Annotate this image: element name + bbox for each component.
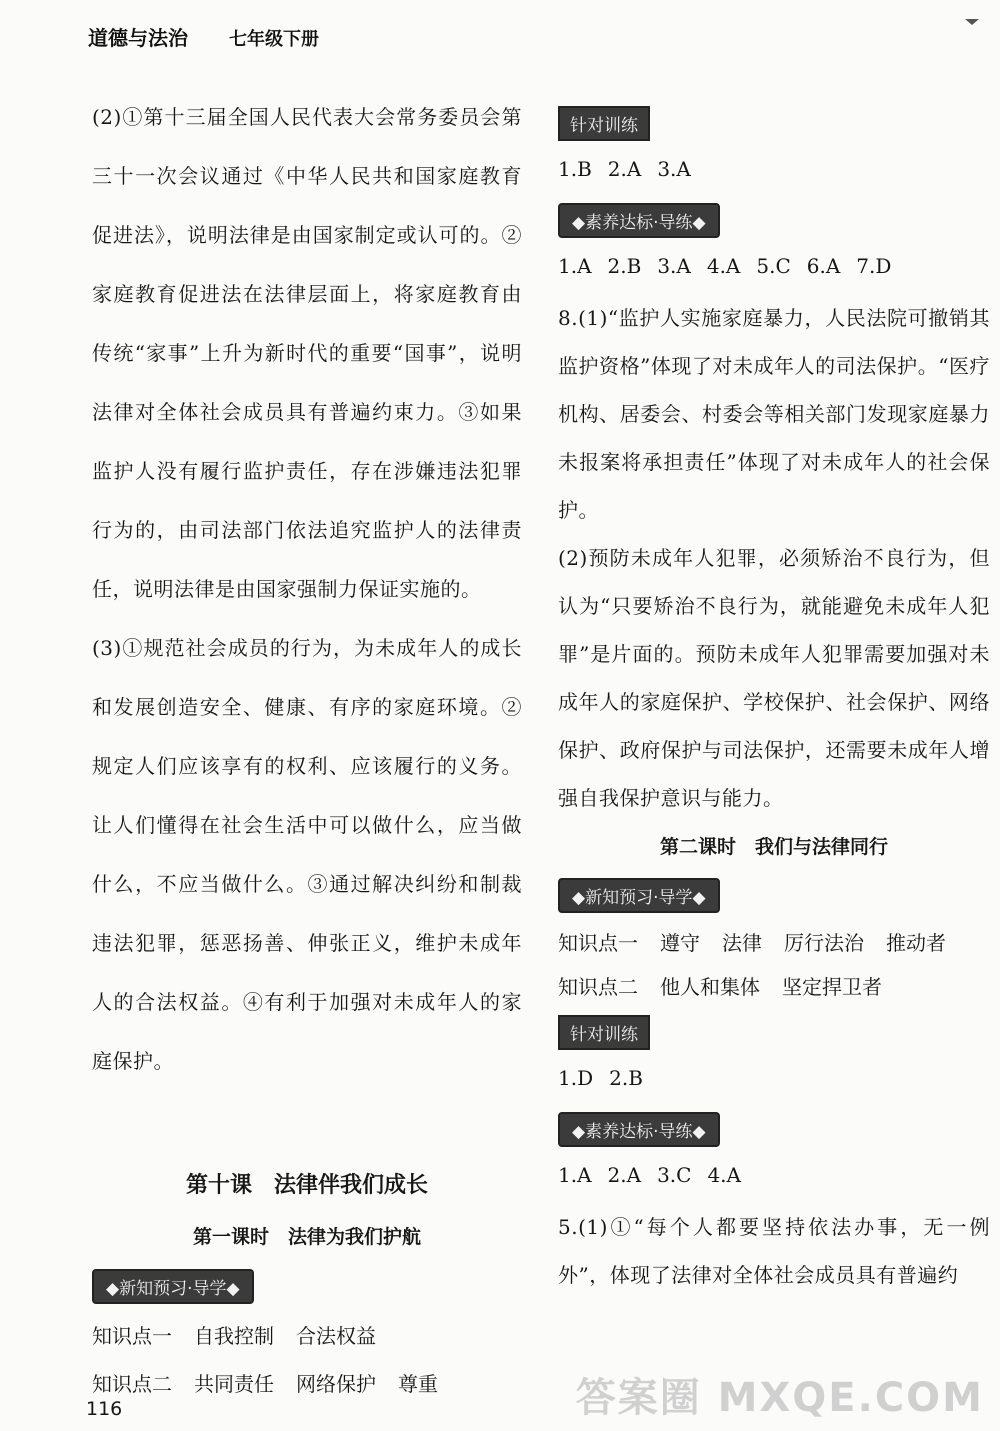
left-column <box>92 88 522 1408</box>
badge-training-2: 针对训练 <box>558 1015 650 1050</box>
badge-literacy-2: ◆素养达标·导练◆ <box>558 1112 720 1147</box>
answers-literacy-1: 1.A 2.B 3.A 4.A 5.C 6.A 7.D <box>558 254 892 278</box>
answers-literacy-2: 1.A 2.A 3.C 4.A <box>558 1163 741 1187</box>
answers-training-1: 1.B 2.A 3.A <box>558 157 691 181</box>
answer-paragraph-2: (2)①第十三届全国人民代表大会常务委员会第三十一次会议通过《中华人民共和国家庭教育促进法》，说明法律是由国家制定或认可的。②家庭教育促进法在法律层面上，将家庭教育由传统“家事”上升为新时代的重要“国事”，说明法律对全体社会成员具有普遍约束力。③如果监护人没有履行监护责任，存在涉嫌违法犯罪行为的，由司法部门依法追究监护人的法律责任，说明法律是由国家强制力保证实施的。 <box>92 105 522 601</box>
knowledge-point-1: 知识点一 自我控制 合法权益 <box>92 1324 376 1348</box>
section-title-2: 第二课时 我们与法律同行 <box>659 836 888 858</box>
corner-mark-icon <box>965 18 979 26</box>
subject-title: 道德与法治 <box>88 26 188 50</box>
right-column <box>558 100 990 1299</box>
answers-training-2: 1.D 2.B <box>558 1066 643 1090</box>
badge-preview-2: ◆新知预习·导学◆ <box>558 878 720 913</box>
knowledge-point-4: 知识点二 他人和集体 坚定捍卫者 <box>558 975 882 999</box>
badge-literacy-1: ◆素养达标·导练◆ <box>558 203 720 238</box>
section-title-1: 第一课时 法律为我们护航 <box>192 1226 421 1248</box>
knowledge-point-2: 知识点二 共同责任 网络保护 尊重 <box>92 1372 438 1396</box>
answer-paragraph-8: 8.(1)“监护人实施家庭暴力，人民法院可撤销其监护资格”体现了对未成年人的司法保护。“医疗机构、居委会、村委会等相关部门发现家庭暴力未报案将承担责任”体现了对未成年人的社会保护。 <box>558 306 990 522</box>
answer-paragraph-5: 5.(1)①“每个人都要坚持依法办事，无一例外”，体现了法律对全体社会成员具有普遍约 <box>558 1215 990 1287</box>
lesson-title: 第十课 法律伴我们成长 <box>185 1173 428 1198</box>
answer-paragraph-8b: (2)预防未成年人犯罪，必须矫治不良行为，但认为“只要矫治不良行为，就能避免未成年人犯罪”是片面的。预防未成年人犯罪需要加强对未成年人的家庭保护、学校保护、社会保护、网络保护、政府保护与司法保护，还需要未成年人增强自我保护意识与能力。 <box>558 546 990 810</box>
page-number: 116 <box>86 1398 123 1420</box>
answer-paragraph-3: (3)①规范社会成员的行为，为未成年人的成长和发展创造安全、健康、有序的家庭环境。②规定人们应该享有的权利、应该履行的义务。让人们懂得在社会生活中可以做什么，应当做什么，不应当做什么。③通过解决纠纷和制裁违法犯罪，惩恶扬善、伸张正义，维护未成年人的合法权益。④有利于加强对未成年人的家庭保护。 <box>92 636 522 1073</box>
knowledge-point-3: 知识点一 遵守 法律 厉行法治 推动者 <box>558 931 946 955</box>
badge-preview-1: ◆新知预习·导学◆ <box>92 1269 254 1304</box>
watermark-logo: 答案圈 MXQE.COM <box>575 1375 984 1421</box>
page-header <box>88 22 319 51</box>
grade-title: 七年级下册 <box>228 29 319 50</box>
badge-training-1: 针对训练 <box>558 106 650 141</box>
